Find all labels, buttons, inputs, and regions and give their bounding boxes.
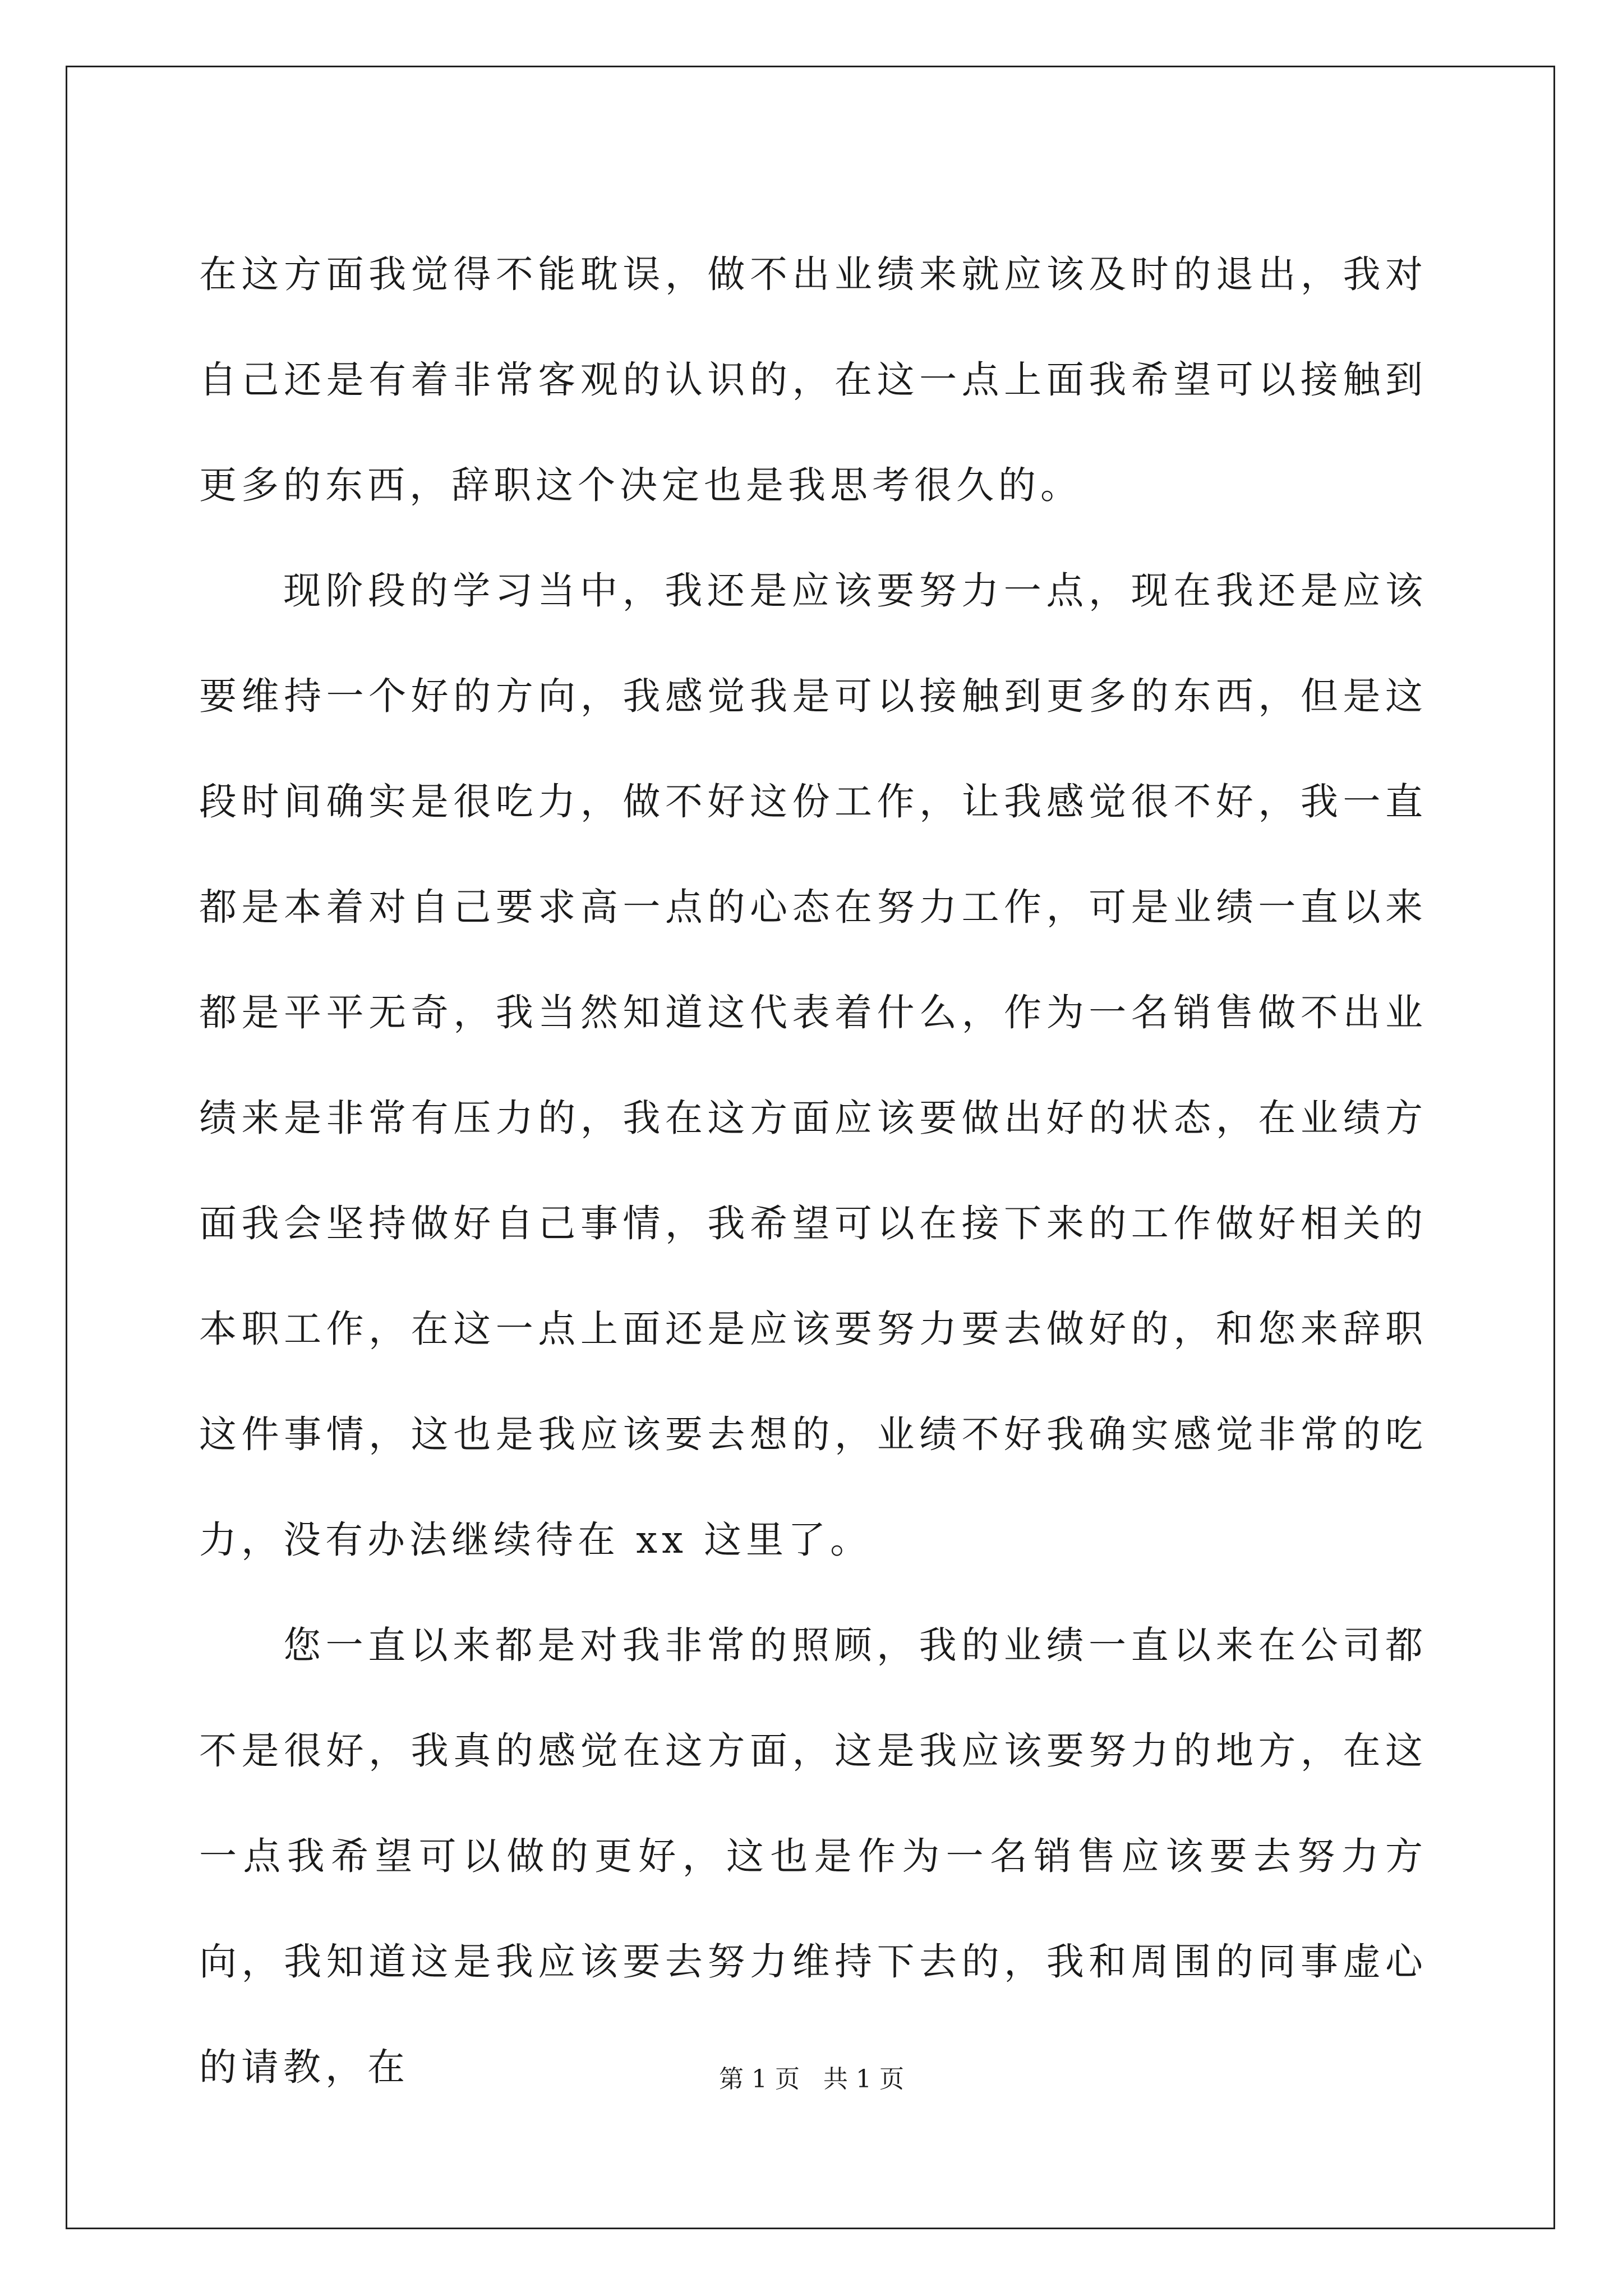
paragraph-3: 您一直以来都是对我非常的照顾，我的业绩一直以来在公司都不是很好，我真的感觉在这方面，这是我应该要努力的地方，在这一点我希望可以做的更好，这也是作为一名销售应该要去努力方向，我知道这是我应该要去努力维持下去的，我和周围的同事虚心的请教，在 [199, 1623, 1427, 2089]
paragraph-2: 现阶段的学习当中，我还是应该要努力一点，现在我还是应该要维持一个好的方向，我感觉我是可以接触到更多的东西，但是这段时间确实是很吃力，做不好这份工作，让我感觉很不好，我一直都是本着对自己要求高一点的心态在努力工作，可是业绩一直以来都是平平无奇，我当然知道这代表着什么，作为一名销售做不出业绩来是非常有压力的，我在这方面应该要做出好的状态，在业绩方面我会坚持做好自己事情，我希望可以在接下来的工作做好相关的本职工作，在这一点上面还是应该要努力要去做好的，和您来辞职这件事情，这也是我应该要去想的，业绩不好我确实感觉非常的吃力，没有办法继续待在 xx 这里了。 [199, 569, 1427, 1562]
document-body [199, 222, 1427, 2120]
paragraph-1: 在这方面我觉得不能耽误，做不出业绩来就应该及时的退出，我对自己还是有着非常客观的认识的，在这一点上面我希望可以接触到更多的东西，辞职这个决定也是我思考很久的。 [199, 252, 1427, 507]
page-number-footer: 第 1 页 共 1 页 [719, 2065, 904, 2093]
